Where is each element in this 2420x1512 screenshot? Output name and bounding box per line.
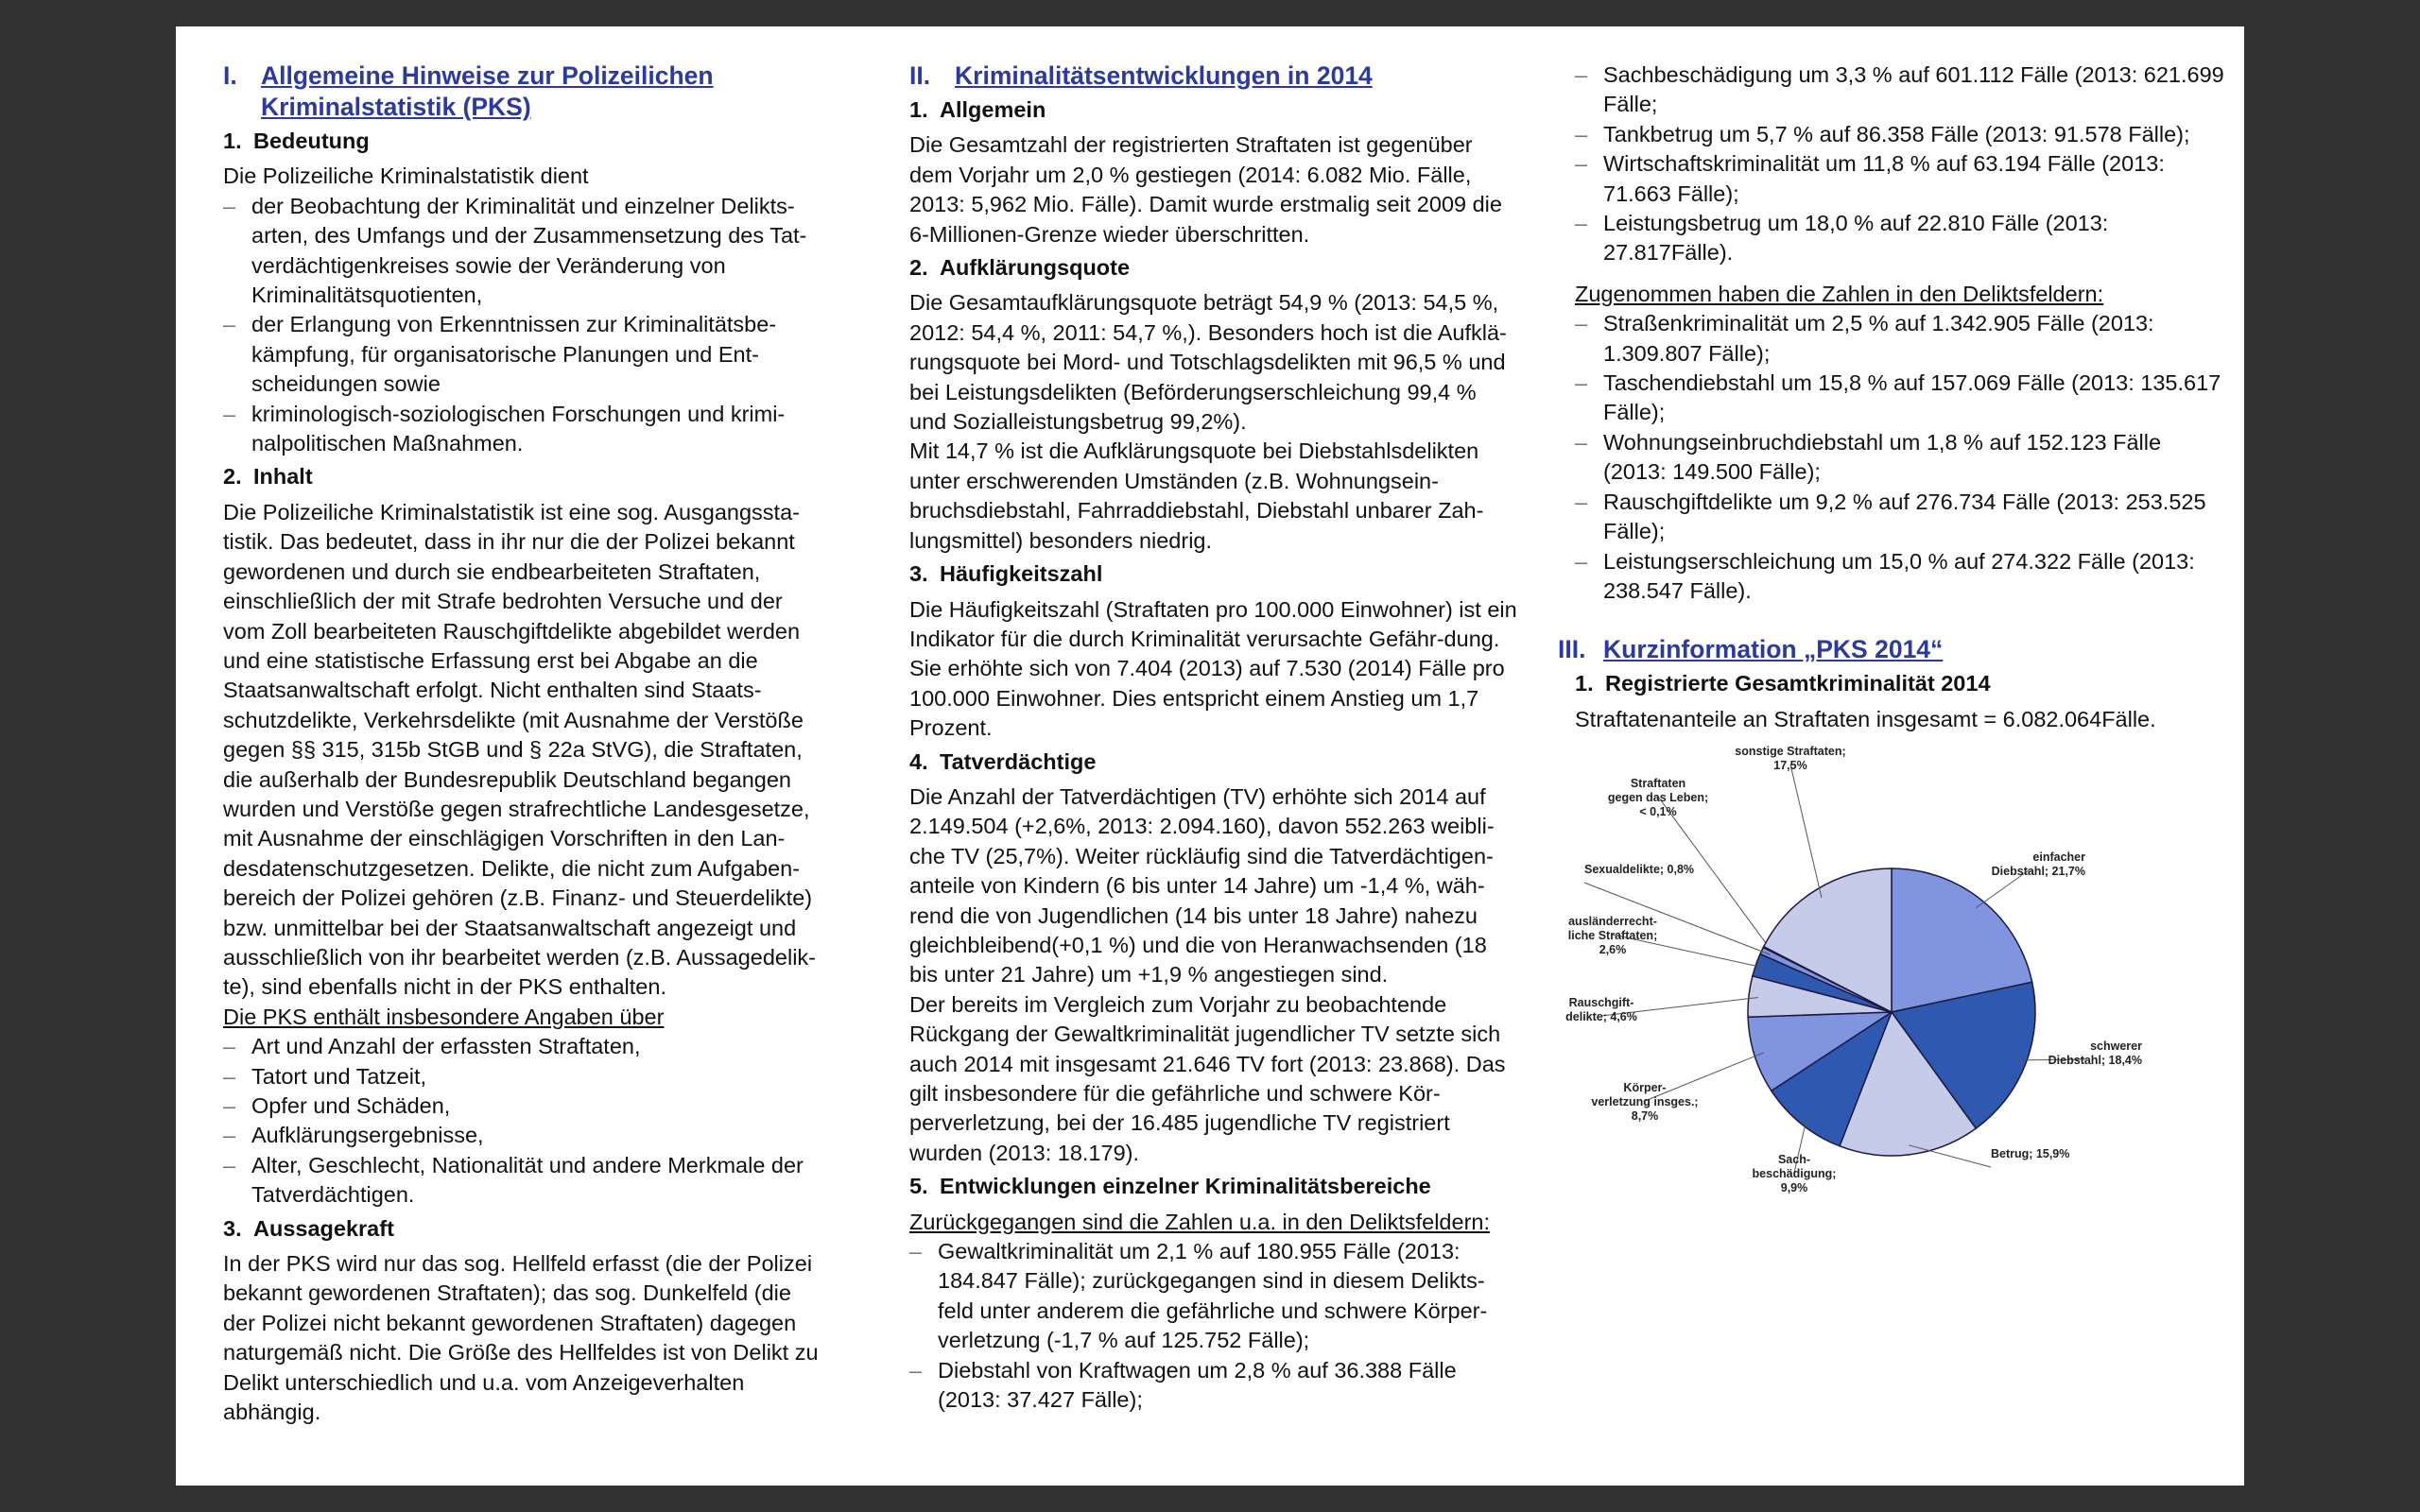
section-number: III.	[1558, 635, 1586, 664]
subheading-title: Entwicklungen einzelner Kriminalitätsbereiche	[940, 1174, 1431, 1199]
section-number: I.	[223, 61, 237, 90]
list-item: – Diebstahl von Kraftwagen um 2,8 % auf 36.388 Fälle (2013: 37.427 Fälle);	[909, 1356, 1519, 1416]
subheading-allgemein	[909, 95, 1519, 125]
list-increase	[1575, 309, 2227, 606]
list-item: – der Beobachtung der Kriminalität und einzelner Delikts-arten, des Umfangs und der Zusammensetzung des Tat-verdächtigenkreises sowie der Veränderung von Kriminalitätsquotienten,	[223, 192, 828, 311]
slice-label: sonstige Straftaten; 17,5%	[1735, 745, 1846, 773]
subheading-number: 2.	[909, 255, 928, 281]
paragraph-tatverdaechtige-2: Der bereits im Vergleich zum Vorjahr zu beobachtende Rückgang der Gewaltkriminalität jugendlicher TV setzte sich auch 2014 mit insgesamt 21.646 TV fort (2013: 23.868). Das gilt insbesondere für die gefährliche und schwere Kör-perverletzung, bei der 16.485 jugendliche TV registriert wurden (2013: 18.179).	[909, 991, 1506, 1165]
slice-label: schwerer Diebstahl; 18,4%	[2048, 1040, 2142, 1068]
list-item: – Tankbetrug um 5,7 % auf 86.358 Fälle (2013: 91.578 Fälle);	[1575, 120, 2227, 149]
list-item: – Wirtschaftskriminalität um 11,8 % auf 63.194 Fälle (2013: 71.663 Fälle);	[1575, 149, 2227, 209]
chart-caption: Straftatenanteile an Straftaten insgesamt = 6.082.064Fälle.	[1575, 706, 2156, 731]
paragraph-allgemein: Die Gesamtzahl der registrierten Straftaten ist gegenüber dem Vorjahr um 2,0 % gestiegen (2014: 6.082 Mio. Fälle, 2013: 5,962 Mio. Fälle). Damit wurde erstmalig seit 2009 die 6-Millionen-Grenze wieder überschritten.	[909, 132, 1502, 247]
slice-label: Sach-beschädigung; 9,9%	[1752, 1153, 1837, 1195]
subheading-number: 1.	[223, 129, 242, 153]
paragraph-haeufigkeitszahl: Die Häufigkeitszahl (Straftaten pro 100.000 Einwohner) ist ein Indikator für die durch Kriminalität verursachte Gefähr-dung. Sie erhöhte sich von 7.404 (2013) auf 7.530 (2014) Fälle pro 100.000 Einwohner. Dies entspricht einem Anstieg um 1,7 Prozent.	[909, 596, 1517, 741]
subheading-title: Häufigkeitszahl	[940, 561, 1103, 587]
section-heading-1	[223, 60, 828, 123]
list-item: – Alter, Geschlecht, Nationalität und andere Merkmale der Tatverdächtigen.	[223, 1151, 828, 1211]
paragraph-intro: Die Polizeiliche Kriminalstatistik dient	[223, 163, 589, 189]
section-heading-3	[1558, 634, 2227, 665]
subheading-gesamtkriminalitaet	[1575, 669, 2227, 698]
subheading-title: Registrierte Gesamtkriminalität 2014	[1605, 671, 1991, 696]
section-number: II.	[909, 61, 931, 90]
list-item: – Leistungserschleichung um 15,0 % auf 274.322 Fälle (2013: 238.547 Fälle).	[1575, 547, 2227, 607]
paragraph-inhalt: Die Polizeiliche Kriminalstatistik ist eine sog. Ausgangssta-tistik. Das bedeutet, dass in ihr nur die der Polizei bekannt gewordenen und durch sie endbearbeiteten Straftaten, einschließlich der mit Strafe bedrohten Versuche und der vom Zoll bearbeiteten Rauschgiftdelikte abgebildet werden und eine statistische Erfassung erst bei Abgabe an die Staatsanwaltschaft erfolgt. Nicht enthalten sind Staats-schutzdelikte, Verkehrsdelikte (mit Ausnahme der Verstöße gegen §§ 315, 315b StGB und § 22a StVG), die Straftaten, die außerhalb der Bundesrepublik Deutschland begangen wurden und Verstöße gegen strafrechtliche Landesgesetze, mit Ausnahme der einschlägigen Vorschriften in den Lan-desdatenschutzgesetzen. Delikte, die nicht zum Aufgaben-bereich der Polizei gehören (z.B. Finanz- und Steuerdelikte) bzw. unmittelbar bei der Staatsanwaltschaft angezeigt und ausschließlich von ihr bearbeitet werden (z.B. Aussagedelik-te), sind ebenfalls nicht in der PKS enthalten.	[223, 499, 816, 1000]
list-item: – Taschendiebstahl um 15,8 % auf 157.069 Fälle (2013: 135.617 Fälle);	[1575, 369, 2227, 428]
subheading-title: Aussagekraft	[253, 1215, 394, 1241]
slice-label: Körper-verletzung insges.; 8,7%	[1591, 1081, 1699, 1124]
paragraph-aufklaerung-1: Die Gesamtaufklärungsquote beträgt 54,9 % (2013: 54,5 %, 2012: 54,4 %, 2011: 54,7 %,). Besonders hoch ist die Aufklä-rungsquote bei Mord- und Totschlagsdelikten mit 96,5 % und bei Leistungsdelikten (Beförderungserschleichung 99,4 % und Sozialleistungsbetrug 99,2%).	[909, 290, 1507, 435]
list-angaben	[223, 1032, 828, 1210]
column-right	[1558, 60, 2227, 1229]
list-item: – Rauschgiftdelikte um 9,2 % auf 276.734 Fälle (2013: 253.525 Fälle);	[1575, 488, 2227, 547]
subheading-title: Allgemein	[940, 97, 1046, 122]
subheading-entwicklungen	[909, 1172, 1519, 1201]
list-item: – Gewaltkriminalität um 2,1 % auf 180.955 Fälle (2013: 184.847 Fälle); zurückgegangen sind in diesem Delikts-feld unter anderem die gefährliche und schwere Körper-verletzung (-1,7 % auf 125.752 Fälle);	[909, 1237, 1519, 1356]
list-decrease-continued	[1575, 60, 2227, 268]
section-heading-2	[909, 60, 1519, 92]
increase-heading: Zugenommen haben die Zahlen in den Deliktsfeldern:	[1575, 281, 2104, 306]
subheading-number: 3.	[909, 561, 928, 587]
slice-label: Sexualdelikte; 0,8%	[1584, 863, 1695, 877]
subheading-number: 2.	[223, 464, 242, 490]
subheading-number: 4.	[909, 748, 928, 774]
list-item: – der Erlangung von Erkenntnissen zur Kriminalitätsbe-kämpfung, für organisatorische Planungen und Ent-scheidungen sowie	[223, 310, 828, 399]
list-item: – Wohnungseinbruchdiebstahl um 1,8 % auf 152.123 Fälle (2013: 149.500 Fälle);	[1575, 428, 2227, 488]
subheading-number: 3.	[223, 1215, 242, 1241]
subheading-title: Tatverdächtige	[940, 748, 1097, 774]
subheading-title: Aufklärungsquote	[940, 255, 1131, 281]
list-item: – Tatort und Tatzeit,	[223, 1062, 828, 1091]
slice-label: einfacher Diebstahl; 21,7%	[1991, 850, 2085, 879]
list-item: – Aufklärungsergebnisse,	[223, 1121, 828, 1150]
column-middle	[909, 60, 1519, 1415]
subheading-bedeutung	[223, 127, 828, 156]
slice-label: Rauschgift-delikte; 4,6%	[1565, 996, 1637, 1024]
subheading-aussagekraft	[223, 1214, 828, 1244]
leader-line	[1909, 1145, 1991, 1167]
angaben-heading: Die PKS enthält insbesondere Angaben über	[223, 1004, 665, 1029]
subheading-haeufigkeitszahl	[909, 559, 1519, 589]
subheading-number: 1.	[909, 97, 928, 122]
decrease-heading: Zurückgegangen sind die Zahlen u.a. in den Deliktsfeldern:	[909, 1209, 1490, 1234]
list-purposes	[223, 192, 828, 459]
pie-chart-container	[1565, 738, 2227, 1229]
subheading-title: Bedeutung	[253, 129, 370, 153]
subheading-tatverdaechtige	[909, 747, 1519, 777]
section-title: Kriminalitätsentwicklungen in 2014	[955, 61, 1373, 90]
list-decrease	[909, 1237, 1519, 1415]
subheading-title: Inhalt	[253, 464, 313, 490]
list-item: – Leistungsbetrug um 18,0 % auf 22.810 Fälle (2013: 27.817Fälle).	[1575, 209, 2227, 268]
list-item: – Sachbeschädigung um 3,3 % auf 601.112 Fälle (2013: 621.699 Fälle;	[1575, 60, 2227, 120]
paragraph-aufklaerung-2: Mit 14,7 % ist die Aufklärungsquote bei Diebstahlsdelikten unter erschwerenden Umständen (z.B. Wohnungsein-bruchsdiebstahl, Fahrraddiebstahl, Diebstahl unbarer Zah-lungsmittel) besonders niedrig.	[909, 438, 1484, 553]
list-item: – Straßenkriminalität um 2,5 % auf 1.342.905 Fälle (2013: 1.309.807 Fälle);	[1575, 309, 2227, 369]
subheading-inhalt	[223, 462, 828, 491]
subheading-aufklaerungsquote	[909, 253, 1519, 283]
section-title: Allgemeine Hinweise zur Polizeilichen Kriminalstatistik (PKS)	[261, 61, 714, 121]
subheading-number: 1.	[1575, 671, 1594, 696]
paragraph-aussagekraft: In der PKS wird nur das sog. Hellfeld erfasst (die der Polizei bekannt gewordenen Straftaten); das sog. Dunkelfeld (die der Polizei nicht bekannt gewordenen Straftaten) dagegen naturgemäß nicht. Die Größe des Hellfeldes ist von Delikt zu Delikt unterschiedlich und u.a. vom Anzeigeverhalten abhängig.	[223, 1251, 819, 1425]
list-item: – kriminologisch-soziologischen Forschungen und krimi-nalpolitischen Maßnahmen.	[223, 400, 828, 459]
slice-label: ausländerrecht-liche Straftaten; 2,6%	[1567, 915, 1658, 957]
document-page	[176, 26, 2244, 1486]
section-title: Kurzinformation „PKS 2014“	[1603, 635, 1944, 664]
paragraph-tatverdaechtige-1: Die Anzahl der Tatverdächtigen (TV) erhöhte sich 2014 auf 2.149.504 (+2,6%, 2013: 2.094.160), davon 552.263 weibli-che TV (25,7%). Weiter rückläufig sind die Tatverdächtigen-anteile von Kindern (6 bis unter 14 Jahre) um -1,4 %, wäh-rend die von Jugendlichen (14 bis unter 18 Jahre) nahezu gleichbleibend(+0,1 %) und die von Heranwachsenden (18 bis unter 21 Jahre) um +1,9 % angestiegen sind.	[909, 783, 1495, 988]
list-item: – Opfer und Schäden,	[223, 1091, 828, 1121]
leader-line	[1790, 765, 1822, 898]
column-left	[223, 60, 828, 1427]
list-item: – Art und Anzahl der erfassten Straftaten,	[223, 1032, 828, 1061]
slice-label: Straftaten gegen das Leben; < 0,1%	[1607, 777, 1709, 819]
pie-chart	[1565, 738, 2227, 1229]
subheading-number: 5.	[909, 1174, 928, 1199]
slice-label: Betrug; 15,9%	[1991, 1147, 2070, 1161]
